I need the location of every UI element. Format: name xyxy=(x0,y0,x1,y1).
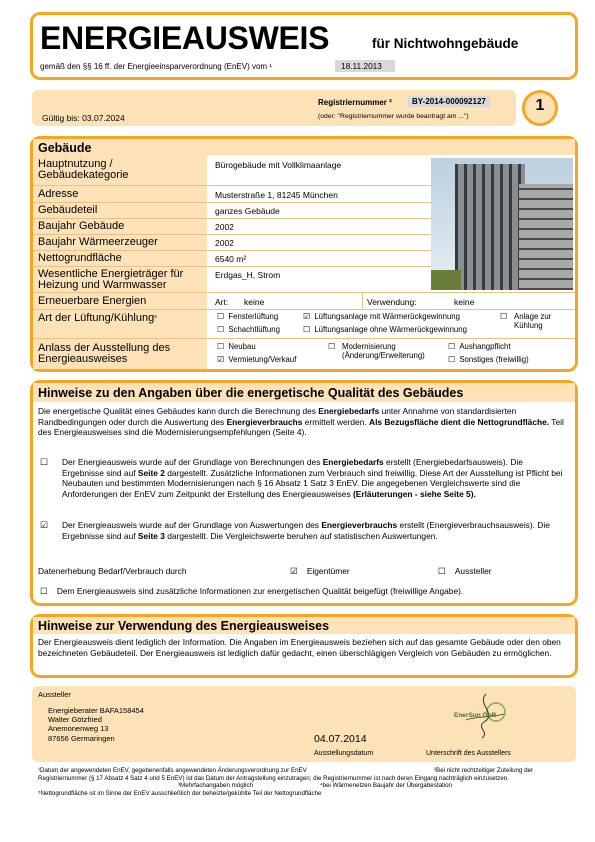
row-divider xyxy=(33,185,431,186)
row-divider xyxy=(33,292,575,293)
option-schachtlueftung[interactable] xyxy=(217,325,280,334)
checkbox-icon: ☐ xyxy=(217,312,224,321)
text-span: Die energetische Qualität eines Gebäudes kann durch die Berechnung des xyxy=(38,406,319,416)
row-divider xyxy=(33,250,431,251)
checkbox-icon: ☐ xyxy=(217,325,224,334)
issue-date-label: Ausstellungsdatum xyxy=(314,750,374,757)
building-photo-tower xyxy=(455,164,525,290)
option-kuehlung-label: Anlage zur Kühlung xyxy=(514,312,552,330)
registration-note: (oder: "Registriernummer wurde beantragt am ...") xyxy=(318,113,469,120)
option-label: Sonstiges (freiwillig) xyxy=(459,355,529,364)
option-label: Lüftungsanlage ohne Wärmerückgewinnung xyxy=(314,325,467,334)
verwendung-text: Der Energieausweis dient lediglich der Information. Die Angaben im Energieausweis beziehen sich auf das gesamte Gebäude oder den oben bezeichneten Gebäudeteil. Der Energieausweis ist lediglich dafür gedacht, einen überschlägigen Vergleich von Gebäuden zu ermöglichen. xyxy=(38,637,561,658)
erneuerbar-art-label: Art: xyxy=(215,297,229,307)
value-hauptnutzung: Bürogebäude mit Vollklimaanlage xyxy=(215,160,342,170)
text-span: unter Annahme von standardisierten Randbedingungen oder durch die Auswertung des xyxy=(38,406,517,427)
option-neubau[interactable] xyxy=(217,342,256,351)
building-photo xyxy=(431,158,573,290)
text-bold: Energiebedarfs xyxy=(318,406,380,416)
checkbox-checked-icon: ☑ xyxy=(217,355,224,364)
page-subtitle: für Nichtwohngebäude xyxy=(372,36,519,51)
row-divider xyxy=(33,234,431,235)
text-span: dargestellt. Die Vergleichswerte beruhen auf statistischen Auswertungen. xyxy=(164,530,438,541)
label-nettogrundflaeche: Nettogrundfläche xyxy=(38,252,122,264)
text-bold: Energieverbrauchs xyxy=(321,520,398,530)
option-lueftungsanlage-ohne-wrg[interactable] xyxy=(303,325,467,334)
page-title: ENERGIEAUSWEIS xyxy=(40,20,330,56)
footnote-3: ³Mehrfachangaben möglich xyxy=(178,782,253,789)
option-fensterlueftung[interactable] xyxy=(217,312,278,321)
text-span: Der Energieausweis wurde auf der Grundlage von Auswertungen des xyxy=(62,520,322,530)
value-nettogrundflaeche: 6540 m² xyxy=(215,254,247,264)
label-hauptnutzung: Hauptnutzung / Gebäudekategorie xyxy=(38,158,129,181)
checkbox-icon: ☐ xyxy=(328,342,335,351)
option-label: Schachtlüftung xyxy=(228,325,280,334)
building-title: Gebäude xyxy=(38,141,92,155)
aussteller-line: Energieberater BAFA158454 xyxy=(48,706,144,715)
text-span: Teil des Energieausweises sind die Modernisierungsempfehlungen (Seite 4). xyxy=(38,416,564,438)
bedarf-text xyxy=(62,457,566,499)
footnote-2-text: ²Bei nicht rechtzeitiger Zuteilung der Registriernummer (§ 17 Absatz 4 Satz 4 und 5 EnEV) ist das Datum der Antragstellung einzutragen; die Registriernummer ist nach deren Eingang nachträglich einzusetzen. xyxy=(38,767,534,782)
building-header-band xyxy=(33,139,575,155)
regulation-date: 18.11.2013 xyxy=(335,60,395,72)
erneuerbar-verwendung-value: keine xyxy=(454,297,475,307)
column-divider xyxy=(362,292,363,309)
value-waermeerzeuger: 2002 xyxy=(215,238,234,248)
option-label: Dem Energieausweis sind zusätzliche Informationen zur energetischen Qualität beigefügt (freiwillige Angabe). xyxy=(56,586,464,596)
signature-label: Unterschrift des Ausstellers xyxy=(426,750,511,757)
option-modernisierung[interactable] xyxy=(328,342,335,351)
page-number: 1 xyxy=(535,97,545,114)
option-aushangpflicht[interactable] xyxy=(448,342,511,351)
building-photo-wing xyxy=(519,184,573,290)
text-span: ermittelt werden. xyxy=(302,416,370,427)
checkbox-checked-icon: ☑ xyxy=(303,312,310,321)
option-aussteller[interactable] xyxy=(438,566,492,576)
value-baujahr: 2002 xyxy=(215,222,234,232)
option-label: Vermietung/Verkauf xyxy=(228,355,297,364)
row-divider xyxy=(33,202,431,203)
label-lueftung-text: Art der Lüftung/Kühlung xyxy=(38,312,155,324)
registration-number: BY-2014-000092127 xyxy=(408,96,490,107)
value-gebaeudeteil: ganzes Gebäude xyxy=(215,206,280,216)
option-lueftungsanlage-wrg[interactable] xyxy=(303,312,460,321)
text-bold: Energiebedarfs xyxy=(322,457,384,467)
hinweise-intro xyxy=(38,406,568,438)
checkbox-icon: ☐ xyxy=(448,342,455,351)
label-erneuerbar: Erneuerbare Energien xyxy=(38,295,147,307)
checkbox-checked-icon: ☑ xyxy=(290,566,298,576)
valid-until: Gültig bis: 03.07.2024 xyxy=(42,113,125,123)
option-sonstiges[interactable] xyxy=(448,355,529,364)
label-gebaeudeteil: Gebäudeteil xyxy=(38,204,98,216)
footnote-5: ⁵Nettogrundfläche ist im Sinne der EnEV ausschließlich der beheizte/gekühlte Teil der Nettogrundfläche xyxy=(38,790,322,797)
checkbox-icon: ☐ xyxy=(500,312,507,321)
option-eigentuemer[interactable] xyxy=(290,566,350,576)
hinweise-title: Hinweise zu den Angaben über die energetische Qualität des Gebäudes xyxy=(38,386,464,400)
row-divider xyxy=(33,218,431,219)
verbrauch-checkbox[interactable]: ☑ xyxy=(40,520,49,530)
option-label: Eigentümer xyxy=(306,566,350,576)
datenerhebung-label: Datenerhebung Bedarf/Verbrauch durch xyxy=(38,566,187,576)
footnote-1: ¹Datum der angewendeten EnEV, gegebenenfalls angewendeten Änderungsverordnung zur EnEV xyxy=(38,767,307,774)
issue-date: 04.07.2014 xyxy=(314,733,367,745)
option-label: Aushangpflicht xyxy=(459,342,511,351)
option-zusatzinfo[interactable] xyxy=(40,586,463,596)
footnote-4: ⁴bei Wärmenetzen Baujahr der Übergabestation xyxy=(320,782,452,789)
text-bold: Seite 2 xyxy=(137,467,165,478)
registration-label: Registriernummer ² xyxy=(318,98,392,107)
footnote-2-visible xyxy=(38,767,568,782)
checkbox-icon: ☐ xyxy=(448,355,455,364)
checkbox-icon: ☐ xyxy=(303,325,310,334)
aussteller-line: Walter Götzfried xyxy=(48,715,102,725)
label-energietraeger: Wesentliche Energieträger für Heizung und Warmwasser xyxy=(38,268,184,291)
text-span: Der Energieausweis wurde auf der Grundlage von Berechnungen des xyxy=(62,457,323,467)
label-waermeerzeuger: Baujahr Wärmeerzeuger xyxy=(38,236,158,248)
row-divider xyxy=(33,338,575,339)
option-modernisierung-label: Modernisierung (Änderung/Erweiterung) xyxy=(342,342,425,360)
verwendung-title: Hinweise zur Verwendung des Energieausweises xyxy=(38,619,330,633)
value-adresse: Musterstraße 1, 81245 München xyxy=(215,190,338,200)
option-vermietung[interactable] xyxy=(217,355,296,364)
label-lueftung xyxy=(38,313,157,324)
text-bold: Energieverbrauchs xyxy=(226,416,303,427)
text-bold: Seite 3 xyxy=(137,530,165,541)
label-baujahr: Baujahr Gebäude xyxy=(38,220,125,232)
row-divider xyxy=(33,309,575,310)
building-photo-lawn xyxy=(431,270,461,290)
checkbox-icon: ☐ xyxy=(40,586,48,596)
text-bold: (Erläuterungen - siehe Seite 5). xyxy=(352,488,476,499)
option-label: Fensterlüftung xyxy=(228,312,279,321)
checkbox-icon: ☐ xyxy=(438,566,446,576)
erneuerbar-art-value: keine xyxy=(244,297,265,307)
aussteller-line: 87656 Germaringen xyxy=(48,733,115,743)
option-kuehlung[interactable] xyxy=(500,312,507,321)
text-span: dargestellt. Zusätzliche Informationen zum Verbrauch sind freiwillig. Diese Art der Ausstellung ist Pflicht bei Neubauten und bestimmten Modernisierungen nach § 16 Absatz 1 Satz 3 EnEV. Die angegebenen Vergleichswerte sind die Anforderungen der EnEV zum Zeitpunkt der Erstellung des Energieausweises xyxy=(62,467,563,499)
checkbox-icon: ☐ xyxy=(217,342,224,351)
aussteller-label: Aussteller xyxy=(38,690,71,699)
row-divider xyxy=(33,266,431,267)
label-lueftung-sup: ³ xyxy=(154,315,157,322)
label-adresse: Adresse xyxy=(38,188,79,200)
stamp-text: EnerSun GbR xyxy=(454,712,497,719)
label-anlass: Anlass der Ausstellung des Energieausweises xyxy=(38,342,171,365)
aussteller-line: Anemonenweg 13 xyxy=(48,724,109,734)
verbrauch-text xyxy=(62,520,566,541)
text-bold: Als Bezugsfläche dient die Nettogrundfläche. xyxy=(369,416,550,427)
erneuerbar-verwendung-label: Verwendung: xyxy=(367,297,417,307)
bedarf-checkbox[interactable]: ☐ xyxy=(40,457,49,467)
text-span: erstellt (Energiebedarfsausweis). Die Ergebnisse sind auf xyxy=(62,457,523,478)
option-label: Lüftungsanlage mit Wärmerückgewinnung xyxy=(314,312,460,321)
value-energietraeger: Erdgas_H, Strom xyxy=(215,270,281,280)
option-label: Aussteller xyxy=(454,566,492,576)
text-span: erstellt (Energieverbrauchsausweis). Die Ergebnisse sind auf xyxy=(62,520,550,541)
regulation-text: gemäß den §§ 16 ff. der Energieeinsparverordnung (EnEV) vom ¹ xyxy=(40,62,272,71)
option-label: Neubau xyxy=(228,342,256,351)
aussteller-address xyxy=(48,706,144,743)
